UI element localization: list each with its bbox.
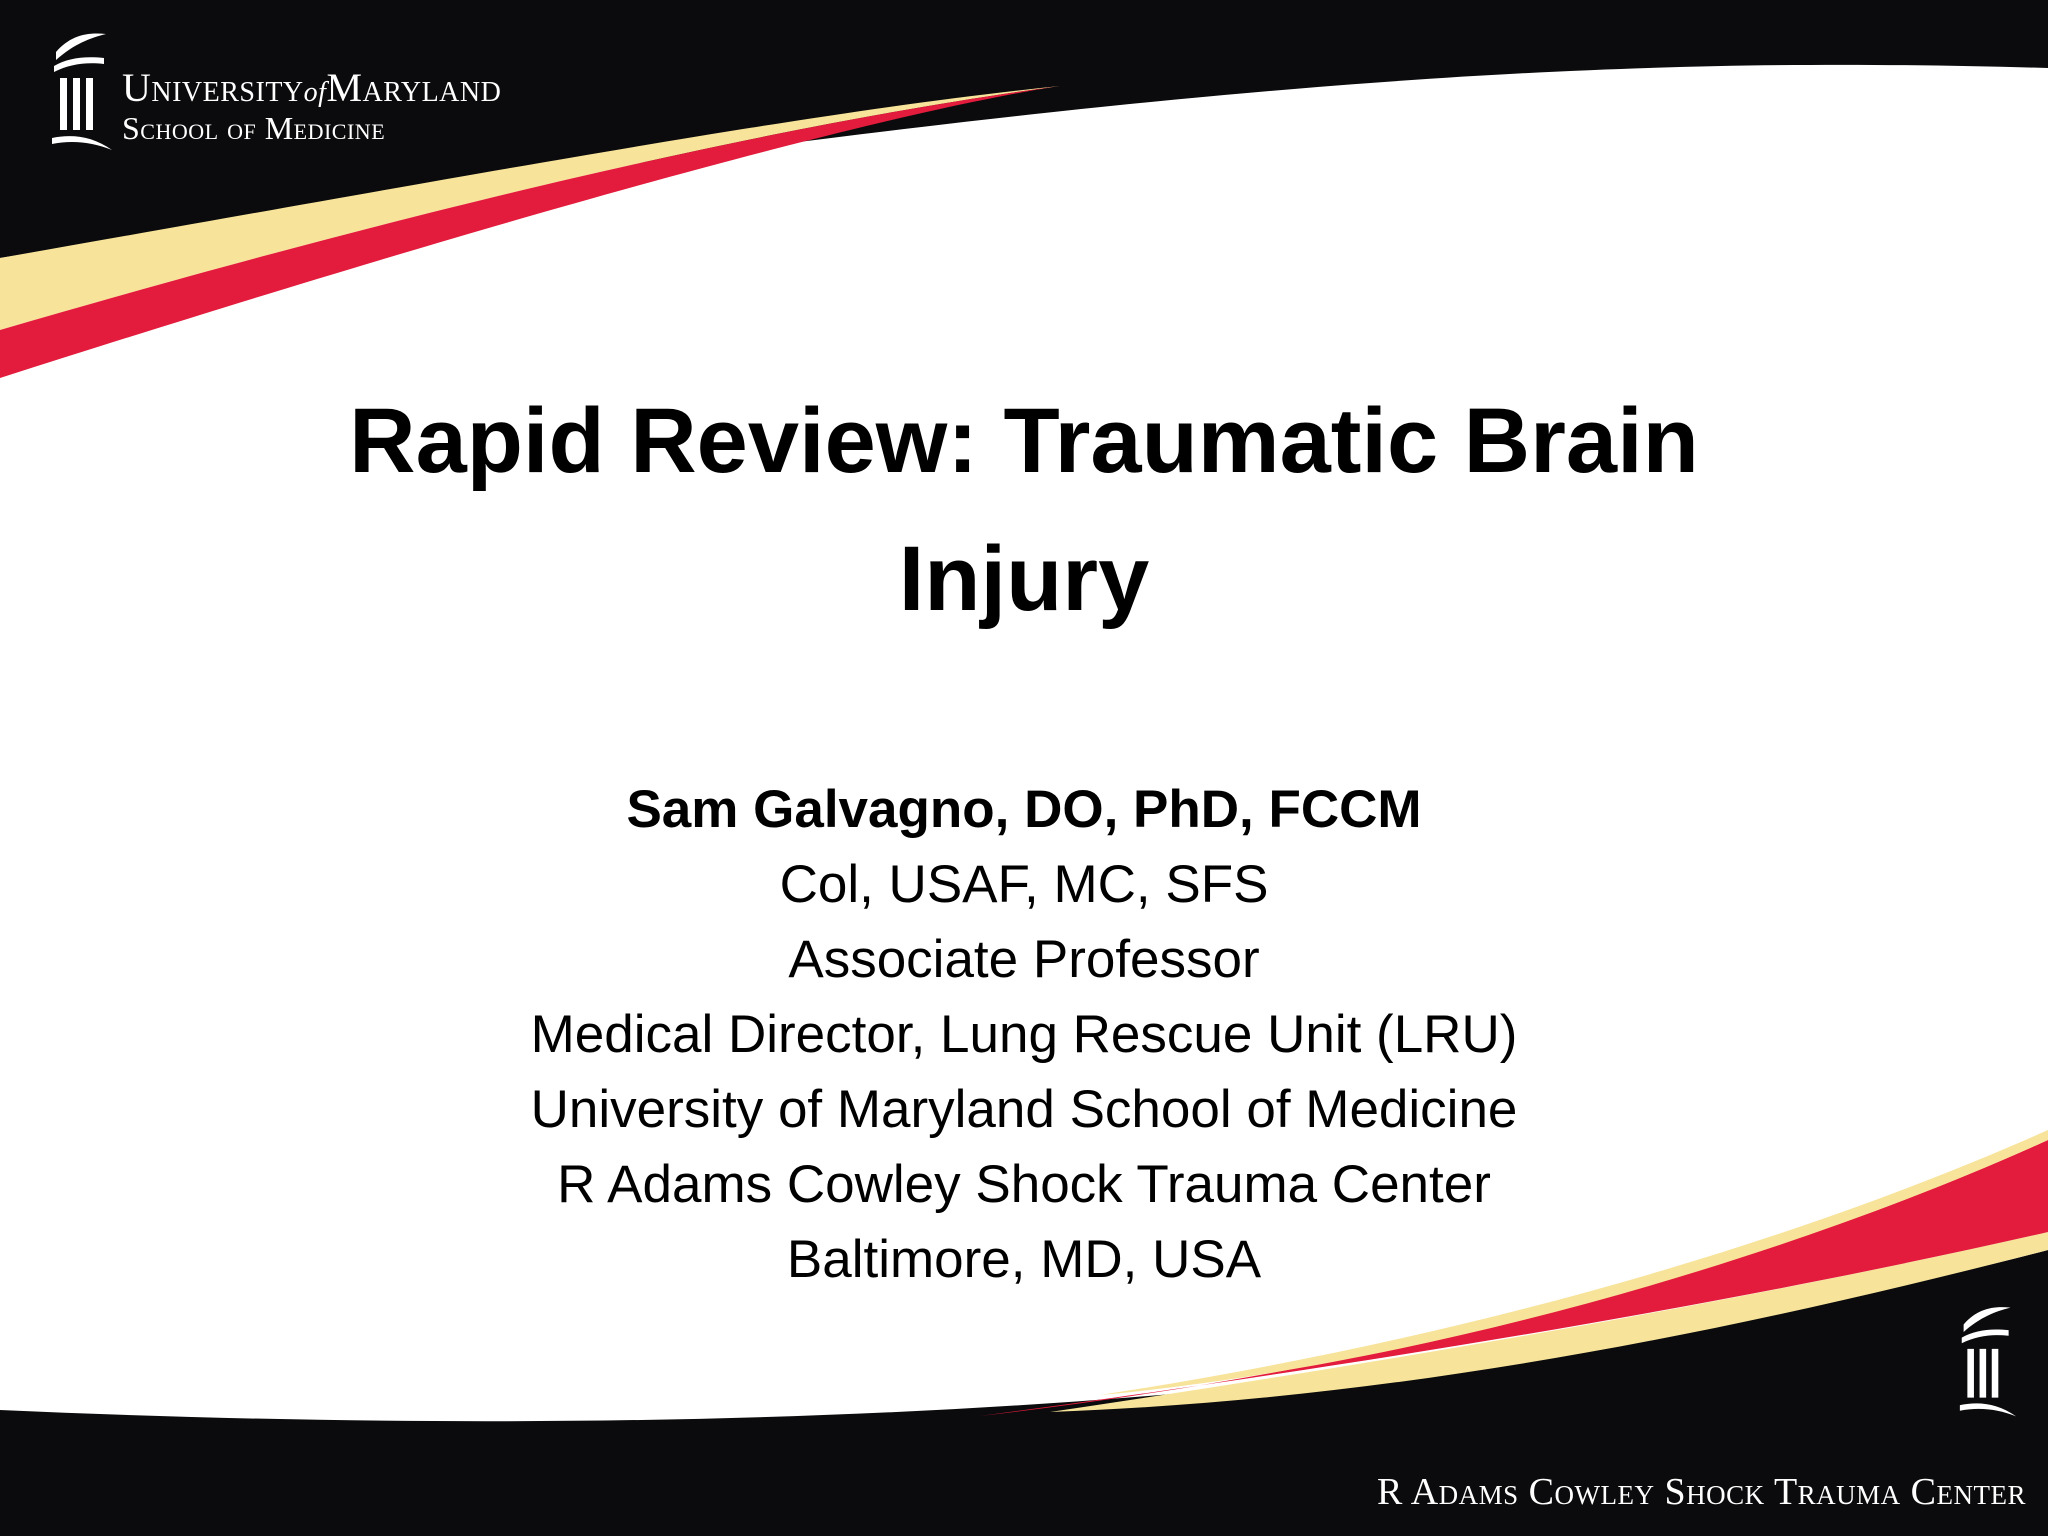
presenter-rank: Col, USAF, MC, SFS [779, 855, 1269, 914]
presenter-director-role: Medical Director, Lung Rescue Unit (LRU) [530, 1005, 1518, 1064]
footer-center-name: R Adams Cowley Shock Trauma Center [1376, 1471, 2026, 1513]
wordmark-line-1 [122, 65, 502, 110]
presenter-location: Baltimore, MD, USA [786, 1230, 1262, 1289]
presenter-position: Associate Professor [788, 930, 1260, 989]
title-line-1: Rapid Review: Traumatic Brain [349, 390, 1699, 492]
slide-title [0, 372, 2048, 648]
presenter-block [0, 772, 2048, 1297]
university-wordmark [122, 65, 502, 146]
title-line-2: Injury [898, 528, 1150, 630]
wordmark-of: of [303, 77, 327, 108]
dome-columns-icon [50, 22, 114, 162]
university-logo [50, 22, 570, 162]
wordmark-line-2: School of Medicine [122, 110, 386, 146]
wordmark-maryland: Maryland [326, 65, 502, 110]
presenter-name: Sam Galvagno, DO, PhD, FCCM [626, 780, 1422, 839]
wordmark-university: University [122, 65, 304, 110]
presenter-center: R Adams Cowley Shock Trauma Center [557, 1155, 1491, 1214]
dome-columns-icon [1958, 1296, 2018, 1428]
presenter-institution: University of Maryland School of Medicine [530, 1080, 1518, 1139]
